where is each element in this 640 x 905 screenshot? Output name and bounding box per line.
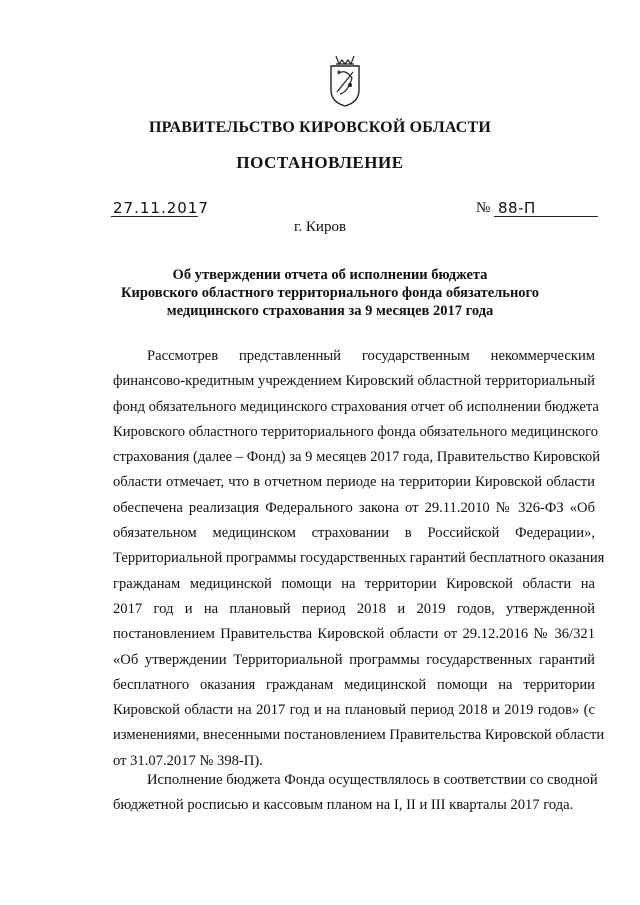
text-line: бюджетной росписью и кассовым планом на I, II и III кварталы 2017 года. — [113, 797, 574, 814]
subject-line: Об утверждении отчета об исполнении бюджета — [172, 267, 488, 283]
text-line: Кировского областного территориального фонда обязательного медицинского — [113, 423, 599, 440]
city: г. Киров — [293, 219, 347, 235]
subject-line: Кировского областного территориального фонда обязательного — [120, 285, 540, 301]
text-line: области отмечает, что в отчетном периоде на территории Кировской области — [113, 474, 595, 491]
text-line: финансово-кредитным учреждением Кировский областной территориальный — [113, 373, 595, 390]
government-title: ПРАВИТЕЛЬСТВО КИРОВСКОЙ ОБЛАСТИ — [148, 119, 492, 136]
text-line: изменениями, внесенными постановлением Правительства Кировской области — [113, 727, 605, 744]
subject-line: медицинского страхования за 9 месяцев 2017 года — [166, 303, 494, 319]
text-line: «Об утверждении Территориальной программы государственных гарантий — [113, 651, 595, 668]
text-line: бесплатного оказания гражданам медицинской помощи на территории — [113, 676, 595, 693]
text-line: 2017 год и на плановый период 2018 и 2019 годов, утвержденной — [113, 600, 595, 617]
document-date: 27.11.2017 — [113, 199, 209, 217]
coat-of-arms-icon — [328, 52, 362, 108]
text-line: обеспечена реализация Федерального закона от 29.11.2010 № 326-ФЗ «Об — [113, 499, 595, 516]
text-line: фонд обязательного медицинского страхования отчет об исполнении бюджета — [113, 398, 599, 415]
text-line: от 31.07.2017 № 398-П). — [113, 752, 263, 769]
text-line: Рассмотрев представленный государственным некоммерческим — [147, 348, 595, 364]
document-subject — [100, 266, 560, 320]
text-line: страхования (далее – Фонд) за 9 месяцев 2017 года, Правительство Кировской — [113, 449, 601, 466]
text-line: Исполнение бюджета Фонда осуществлялось в соответствии со сводной — [147, 772, 598, 788]
paragraph-1 — [113, 344, 605, 774]
text-line: Территориальной программы государственных гарантий бесплатного оказания — [113, 550, 605, 567]
text-line: гражданам медицинской помощи на территории Кировской области на — [113, 575, 595, 592]
text-line: Кировской области на 2017 год и на плановый период 2018 и 2019 годов» (с — [113, 702, 595, 719]
paragraph-2 — [113, 768, 598, 819]
text-line: постановлением Правительства Кировской области от 29.12.2016 № 36/321 — [113, 626, 595, 643]
text-line: обязательном медицинском страховании в Российской Федерации», — [113, 525, 595, 542]
document-number: 88-П — [494, 200, 598, 217]
document-type: ПОСТАНОВЛЕНИЕ — [236, 153, 404, 172]
number-label: № — [476, 200, 491, 216]
